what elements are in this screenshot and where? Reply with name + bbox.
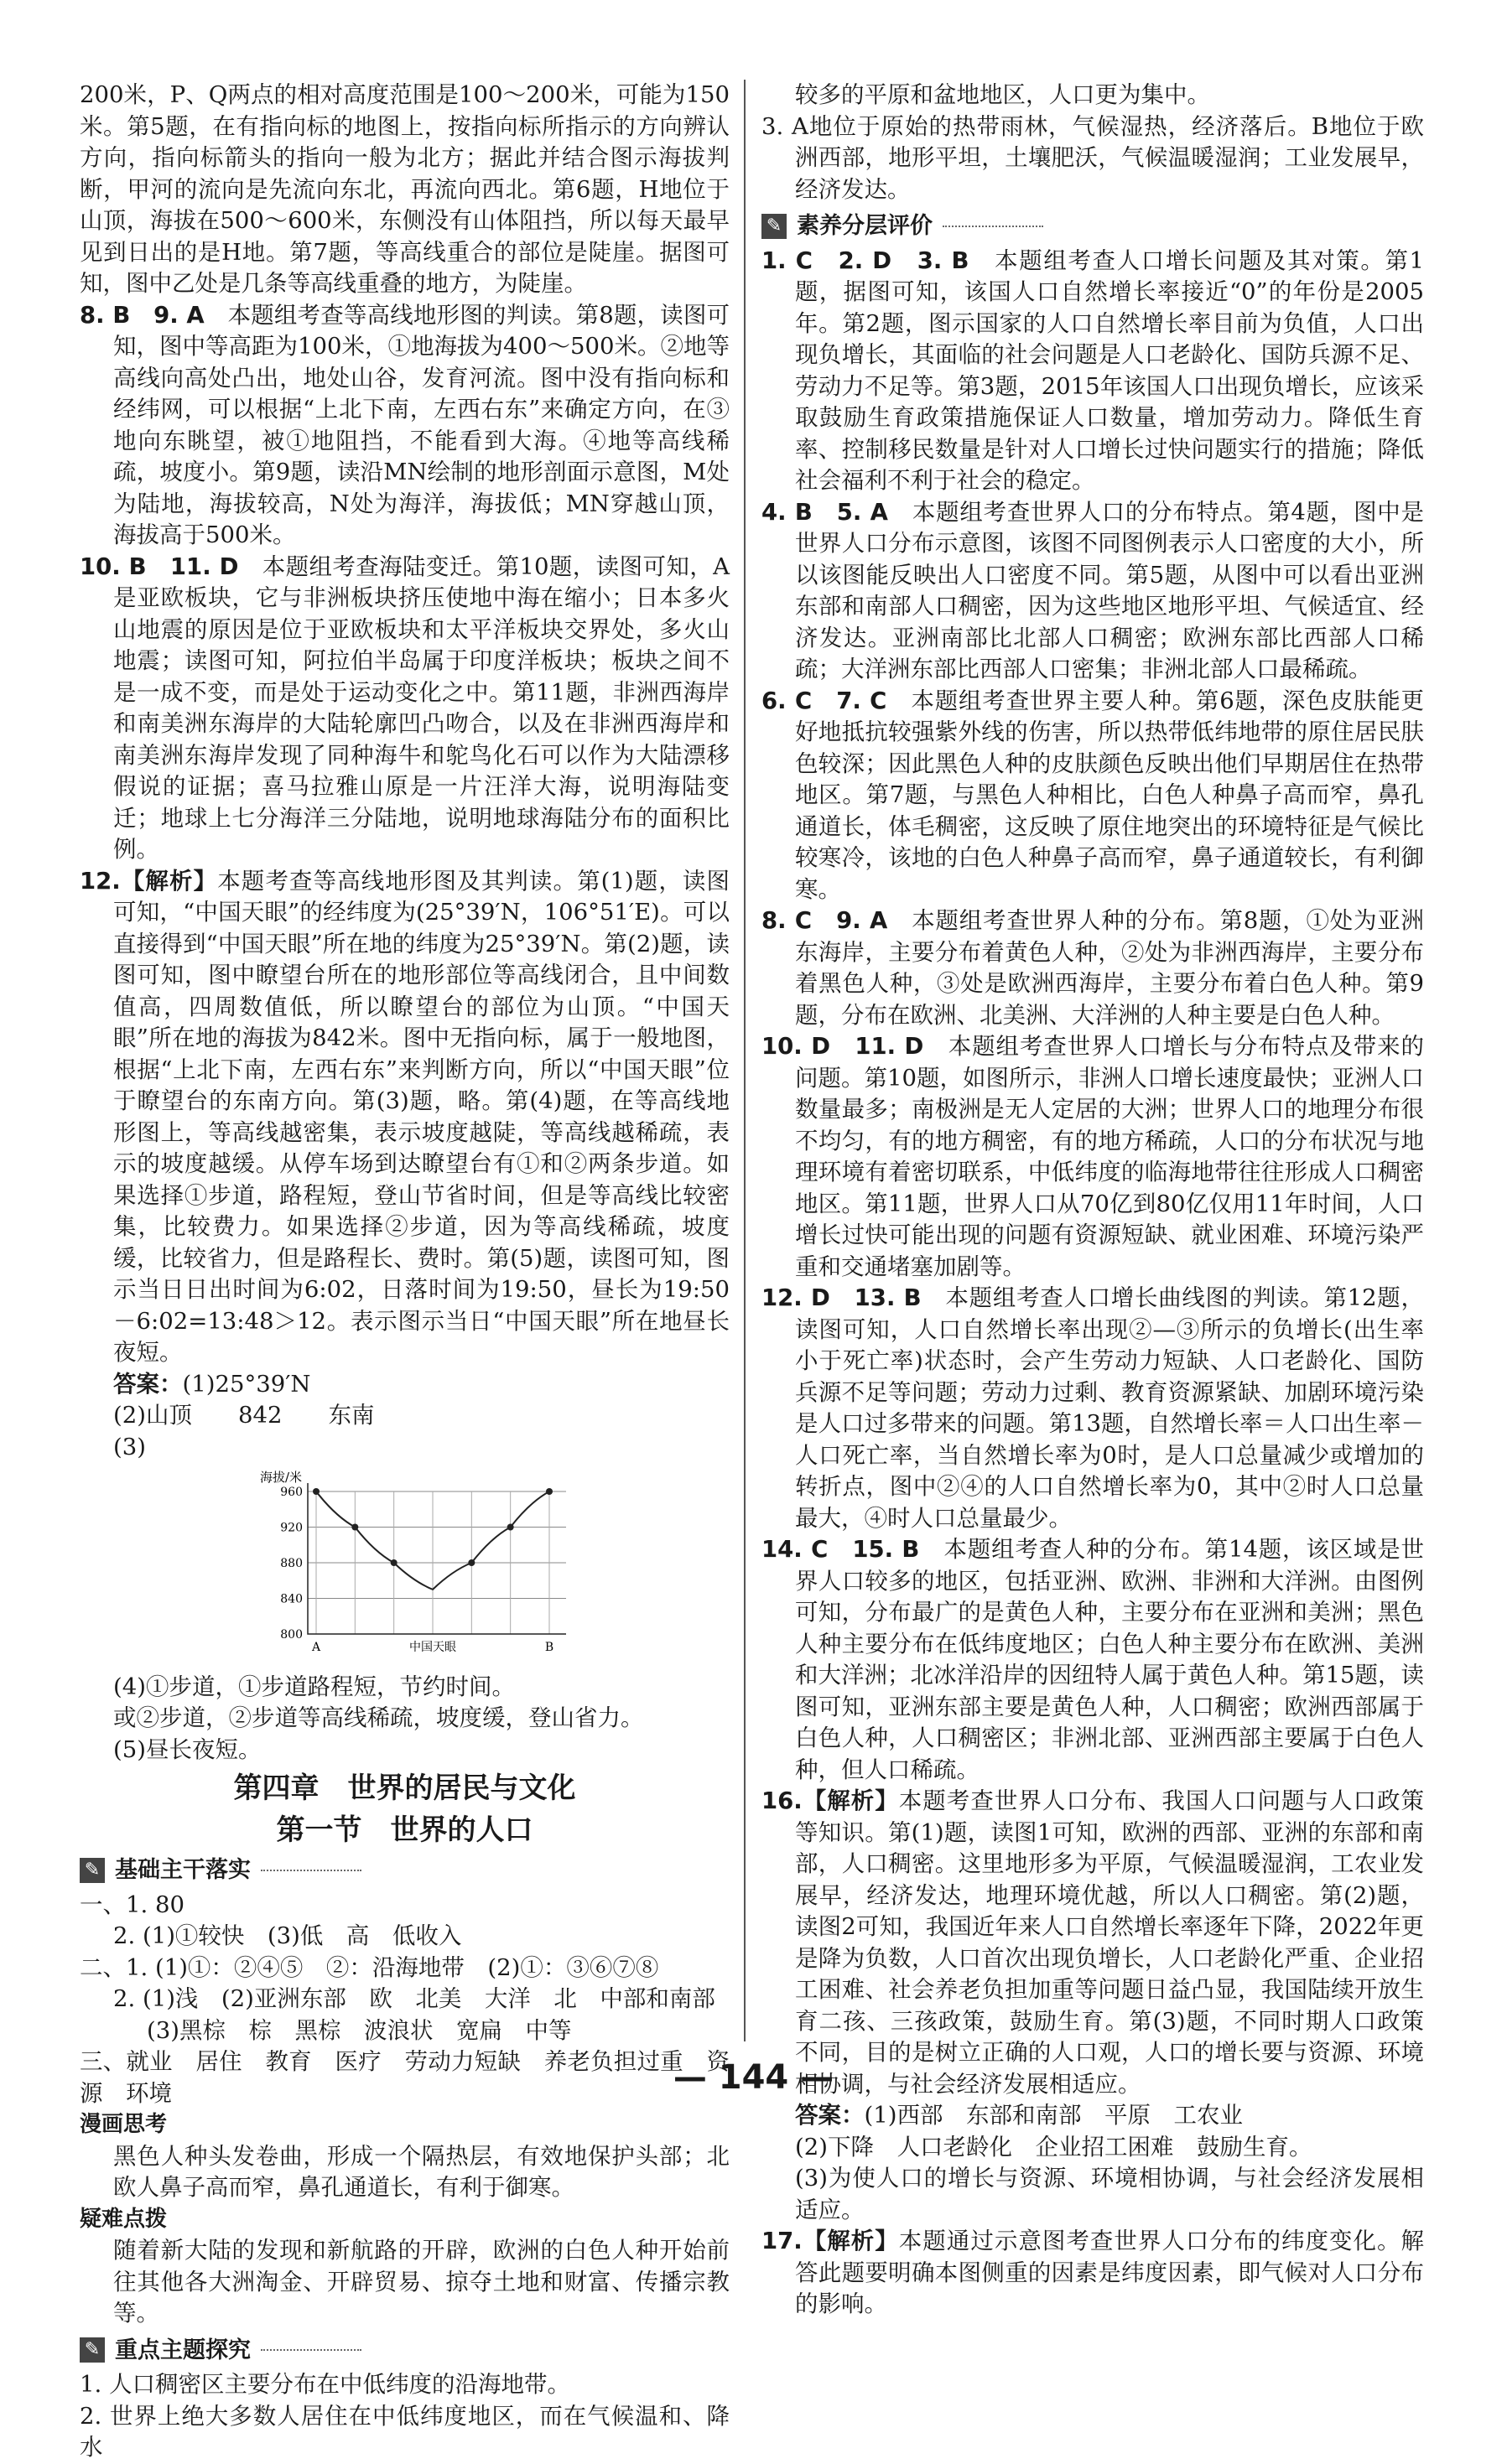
fill-line: (3)黑棕 棕 黑棕 波浪状 宽扁 中等 <box>147 2016 572 2044</box>
answer-key: 8. C 9. A <box>761 907 888 934</box>
pencil-check-icon: ✎ <box>761 214 787 239</box>
question-17 <box>761 2226 1424 2321</box>
answer-text: 鼓励生育。 <box>1196 2133 1312 2161</box>
explanation: 本题组考查人口增长问题及其对策。第1题，据图可知，该国人口自然增长率接近“0”的年份是2005年。第2题，图示国家的人口自然增长率目前为负值，人口出现负增长，其面临的社会问题是人口老龄化、国防兵源不足、劳动力不足等。第3题，2015年该国人口出现负增长，应该采取鼓励生育政策措施保证人口数量，增加劳动力。降低生育率、控制移民数量是针对人口增长过快问题实行的措施；降低社会福利不利于社会的稳定。 <box>795 246 1425 494</box>
answer-key: 6. C 7. C <box>761 687 887 714</box>
answer-text: 842 <box>237 1402 283 1429</box>
answer-key: 17.【解析】 <box>761 2228 899 2254</box>
profile-point <box>468 1559 475 1566</box>
x-tick-label: 中国天眼 <box>409 1641 456 1654</box>
answer-label: 答案： <box>795 2102 865 2129</box>
comic-text: 黑色人种头发卷曲，形成一个隔热层，有效地保护头部；北欧人鼻子高而窄，鼻孔通道长，有利于御寒。 <box>113 2142 730 2201</box>
heading-doubt: 疑难点拨 <box>80 2206 168 2232</box>
answer-line-1 <box>80 1369 730 1401</box>
profile-point <box>546 1488 553 1495</box>
question-6-7 <box>761 686 1424 906</box>
left-column <box>80 80 730 2464</box>
key-line: 较多的平原和盆地地区，人口更为集中。 <box>795 81 1210 108</box>
explanation: 本题考查世界人口分布、我国人口问题与人口政策等知识。第(1)题，读图1可知，欧洲的西部、亚洲的东部和南部，人口稠密。这里地形多为平原，气候温暖湿润，工农业发展早，经济发达，地理环境优越，所以人口稠密。第(2)题，读图2可知，我国近年来人口自然增长率逐年下降，2022年更是降为负数，人口首次出现负增长，人口老龄化严重、企业招工困难、社会养老负担加重等问题日益凸显，我国陆续开放生育二孩、三孩政策，鼓励生育。第(3)题，不同时期人口政策不同，目的是树立正确的人口观，人口的增长要与资源、环境相协调，与社会经济发展相适应。 <box>795 1787 1425 2098</box>
x-tick-labels <box>311 1640 553 1654</box>
explanation: 本题组考查人口增长曲线图的判读。第12题，读图可知，人口自然增长率出现②—③所示的负增长(出生率小于死亡率)状态时，会产生劳动力短缺、人口老龄化、国防兵源不足等问题；劳动力过剩、教育资源紧缺、加剧环境污染是人口过多带来的问题。第13题，自然增长率＝人口出生率－人口死亡率，当自然增长率为0时，是人口总量减少或增加的转折点，图中②④的人口自然增长率为0，其中②时人口总量最大，④时人口总量最少。 <box>795 1284 1424 1532</box>
divider <box>943 226 1043 227</box>
answer-key: 16.【解析】 <box>761 1787 899 1814</box>
heading-key <box>80 2335 730 2367</box>
answer-label: 答案： <box>113 1370 183 1398</box>
fill-line: 三、就业 居住 教育 医疗 劳动力短缺 养老负担过重 资源 环境 <box>80 2048 730 2107</box>
fill-line: 一、1. 80 <box>80 1891 184 1918</box>
explanation: 本题组考查世界人口增长与分布特点及带来的问题。第10题，如图所示，非洲人口增长速度最快；亚洲人口数量最多；南极洲是无人定居的大洲；世界人口的地理分布很不均匀，有的地方稠密，有的地方稀疏，人口的分布状况与地理环境有着密切联系，中低纬度的临海地带往往形成人口稠密地区。第11题，世界人口从70亿到80亿仅用11年时间，人口增长过快可能出现的问题有资源短缺、就业困难、环境污染严重和交通堵塞加剧等。 <box>795 1033 1425 1280</box>
answer-text: (1)25°39′N <box>182 1370 311 1398</box>
question-1-3 <box>761 246 1424 497</box>
column-divider <box>744 80 746 2041</box>
answer-key: 14. C 15. B <box>761 1536 920 1563</box>
y-tick-label: 880 <box>280 1557 303 1570</box>
heading-text: 素养分层评价 <box>797 213 933 239</box>
x-tick-label: B <box>544 1641 554 1654</box>
question-12-13 <box>761 1283 1424 1534</box>
profile-point <box>351 1524 358 1531</box>
axes <box>308 1483 566 1634</box>
key-line: 3. A地位于原始的热带雨林，气候湿热，经济落后。B地位于欧洲西部，地形平坦，土壤肥沃，气候温暖湿润；工业发展早，经济发达。 <box>761 112 1424 203</box>
answer-text: (1)西部 <box>864 2102 943 2129</box>
explanation: 本题组考查海陆变迁。第10题，读图可知，A是亚欧板块，它与非洲板块挤压使地中海在缩小；日本多火山地震的原因是位于亚欧板块和太平洋板块交界处，多火山地震；读图可知，阿拉伯半岛属于印度洋板块；板块之间不是一成不变，而是处于运动变化之中。第11题，非洲西海岸和南美洲东海岸的大陆轮廓凹凸吻合，以及在非洲西海岸和南美洲东海岸发现了同种海牛和鸵鸟化石可以作为大陆漂移假说的证据；喜马拉雅山原是一片汪洋大海，说明海陆变迁；地球上七分海洋三分陆地，说明地球海陆分布的面积比例。 <box>113 552 730 863</box>
explanation: 本题组考查世界主要人种。第6题，深色皮肤能更好地抵抗较强紫外线的伤害，所以热带低纬地带的原住居民肤色较深；因此黑色人种的皮肤颜色反映出他们早期居住在热带地区。第7题，与黑色人种相比，白色人种鼻子高而窄，鼻孔通道长，体毛稠密，这反映了原住地突出的环境特征是气候比较寒冷，该地的白色人种鼻子高而窄，鼻子通道较长，有利御寒。 <box>795 687 1425 903</box>
answer-key: 10. B 11. D <box>80 552 239 580</box>
explanation: 本题组考查世界人口的分布特点。第4题，图中是世界人口分布示意图，该图不同图例表示人口密度的大小，所以该图能反映出人口密度不同。第5题，从图中可以看出亚洲东部和南部人口稠密，因为这些地区地形平坦、气候适宜、经济发达。亚洲南部比北部人口稠密；欧洲东部比西部人口稀疏；大洋洲东部比西部人口密集；非洲北部人口最稀疏。 <box>795 498 1425 682</box>
answer-line-3: (3) <box>113 1433 146 1460</box>
explanation: 本题组考查等高线地形图的判读。第8题，读图可知，图中等高距为100米，①地海拔为400～500米。②地等高线向高处凸出，地处山谷，发育河流。图中没有指向标和经纬网，可以根据“上北下南，左西右东”来确定方向，在③地向东眺望，被①地阻挡，不能看到大海。④地等高线稀疏，坡度小。第9题，读沿MN绘制的地形剖面示意图，M处为陆地，海拔较高，N处为海洋，海拔低；MN穿越山顶，海拔高于500米。 <box>113 301 730 548</box>
y-axis-title: 海拔/米 <box>259 1470 303 1485</box>
y-tick-label: 800 <box>280 1628 303 1642</box>
answer-text: 平原 <box>1104 2102 1151 2129</box>
question-10-11 <box>80 552 730 866</box>
pencil-check-icon: ✎ <box>80 1858 105 1883</box>
answer-line-3: (3)为使人口的增长与资源、环境相协调，与社会经济发展相适应。 <box>795 2165 1424 2223</box>
answer-text: 东南 <box>328 1402 375 1429</box>
answer-key: 10. D 11. D <box>761 1033 924 1060</box>
question-16 <box>761 1786 1424 2100</box>
fill-line: 2. (1)①较快 (3)低 高 低收入 <box>113 1922 462 1949</box>
explanation: 本题考查等高线地形图及其判读。第(1)题，读图可知，“中国天眼”的经纬度为(25°39′N，106°51′E)。可以直接得到“中国天眼”所在地的纬度为25°39′N。第(2)题，读图可知，图中瞭望台所在的地形部位等高线闭合，且中间数值高，四周数值低，所以瞭望台的部位为山顶。“中国天眼”所在地的海拔为842米。图中无指向标，属于一般地图，根据“上北下南，左西右东”来判断方向，所以“中国天眼”位于瞭望台的东南方向。第(3)题，略。第(4)题，在等高线地形图上，等高线越密集，表示坡度越陡，等高线越稀疏，表示的坡度越缓。从停车场到达瞭望台有①和②两条步道。如果选择①步道，路程短，登山节省时间，但是等高线比较密集，比较费力。如果选择②步道，因为等高线稀疏，坡度缓，比较省力，但是路程长、费时。第(5)题，读图可知，图示当日日出时间为6:02，日落时间为19:50，昼长为19:50－6:02=13:48＞12。表示图示当日“中国天眼”所在地昼长夜短。 <box>113 867 730 1366</box>
doubt-text: 随着新大陆的发现和新航路的开辟，欧洲的白色人种开始前往其他各大洲淘金、开辟贸易、掠夺土地和财富、传播宗教等。 <box>113 2237 730 2327</box>
y-tick-label: 920 <box>280 1521 303 1535</box>
answer-text: 人口老龄化 <box>896 2133 1012 2161</box>
answer-line-1 <box>761 2100 1424 2132</box>
chapter-title: 第四章 世界的居民与文化 <box>233 1771 576 1805</box>
answer-text: (2)山顶 <box>113 1402 192 1429</box>
question-8-9 <box>761 905 1424 1031</box>
answer-key: 1. C 2. D 3. B <box>761 246 969 274</box>
answer-line-2 <box>761 2132 1424 2164</box>
answer-key: 12.【解析】 <box>80 867 218 895</box>
answer-key: 4. B 5. A <box>761 498 888 526</box>
heading-eval <box>761 210 1424 242</box>
chart-grid <box>308 1483 566 1634</box>
x-tick-label: A <box>311 1641 321 1654</box>
heading-basic <box>80 1854 730 1886</box>
answer-line-5: (5)昼长夜短。 <box>113 1735 262 1763</box>
explanation: 本题通过示意图考查世界人口分布的纬度变化。解答此题要明确本图侧重的因素是纬度因素，即气候对人口分布的影响。 <box>795 2228 1425 2317</box>
answer-text: (2)下降 <box>795 2133 874 2161</box>
fill-line: 二、1. (1)①：②④⑤ ②：沿海地带 (2)①：③⑥⑦⑧ <box>80 1953 659 1981</box>
divider <box>261 1870 361 1871</box>
explanation: 本题组考查世界人种的分布。第8题，①处为亚洲东海岸，主要分布着黄色人种，②处为非洲西海岸，主要分布着黑色人种，③处是欧洲西海岸，主要分布着白色人种。第9题，分布在欧洲、北美洲、大洋洲的人种主要是白色人种。 <box>795 907 1425 1029</box>
answer-text: 企业招工困难 <box>1035 2133 1174 2161</box>
y-tick-label: 960 <box>280 1486 303 1499</box>
question-14-15 <box>761 1534 1424 1786</box>
y-tick-labels <box>280 1486 303 1642</box>
profile-point <box>507 1524 514 1531</box>
profile-point <box>313 1488 320 1495</box>
question-4-5 <box>761 497 1424 686</box>
profile-point <box>391 1559 398 1566</box>
section-title: 第一节 世界的人口 <box>276 1813 533 1847</box>
answer-text: 工农业 <box>1173 2102 1243 2129</box>
answer-line-4b: 或②步道，②步道等高线稀疏，坡度缓，登山省力。 <box>113 1704 644 1731</box>
heading-comic: 漫画思考 <box>80 2112 168 2137</box>
question-12 <box>80 866 730 1369</box>
answer-key: 8. B 9. A <box>80 301 205 329</box>
question-10-11 <box>761 1031 1424 1283</box>
divider <box>261 2349 361 2351</box>
page-number: — 144 — <box>673 2058 834 2097</box>
explanation: 本题组考查人种的分布。第14题，该区域是世界人口较多的地区，包括亚洲、欧洲、非洲和大洋洲。由图例可知，分布最广的是黄色人种，主要分布在亚洲和美洲；黑色人种主要分布在低纬度地区；白色人种主要分布在欧洲、美洲和大洋洲；北冰洋沿岸的因纽特人属于黄色人种。第15题，读图可知，亚洲东部主要是黄色人种，人口稠密；欧洲西部属于白色人种，人口稠密区；非洲北部、亚洲西部主要属于白色人种，但人口稀疏。 <box>795 1536 1424 1783</box>
text-block: 200米，P、Q两点的相对高度范围是100～200米，可能为150米。第5题，在有指向标的地图上，按指向标所指示的方向辨认方向，指向标箭头的指向一般为北方；据此并结合图示海拔判断，甲河的流向是先流向东北，再流向西北。第6题，H地位于山顶，海拔在500～600米，东侧没有山体阻挡，所以每天最早见到日出的是H地。第7题，等高线重合的部位是陡崖。据图可知，图中乙处是几条等高线重叠的地方，为陡崖。 <box>80 81 730 297</box>
y-tick-label: 840 <box>280 1592 303 1606</box>
question-8-9 <box>80 300 730 552</box>
heading-text: 基础主干落实 <box>115 1857 251 1883</box>
elevation-profile-chart <box>247 1466 583 1659</box>
answer-text: 东部和南部 <box>965 2102 1082 2129</box>
key-line: 1. 人口稠密区主要分布在中低纬度的沿海地带。 <box>80 2371 570 2398</box>
key-line: 2. 世界上绝大多数人居住在中低纬度地区，而在气候温和、降水 <box>80 2402 730 2461</box>
heading-text: 重点主题探究 <box>115 2337 251 2363</box>
answer-key: 12. D 13. B <box>761 1284 922 1311</box>
right-column <box>761 80 1424 2321</box>
pencil-check-icon: ✎ <box>80 2337 105 2363</box>
answer-line-4: (4)①步道，①步道路程短，节约时间。 <box>113 1673 515 1700</box>
answer-line-2 <box>80 1400 730 1432</box>
fill-line: 2. (1)浅 (2)亚洲东部 欧 北美 大洋 北 中部和南部 <box>113 1985 715 2012</box>
